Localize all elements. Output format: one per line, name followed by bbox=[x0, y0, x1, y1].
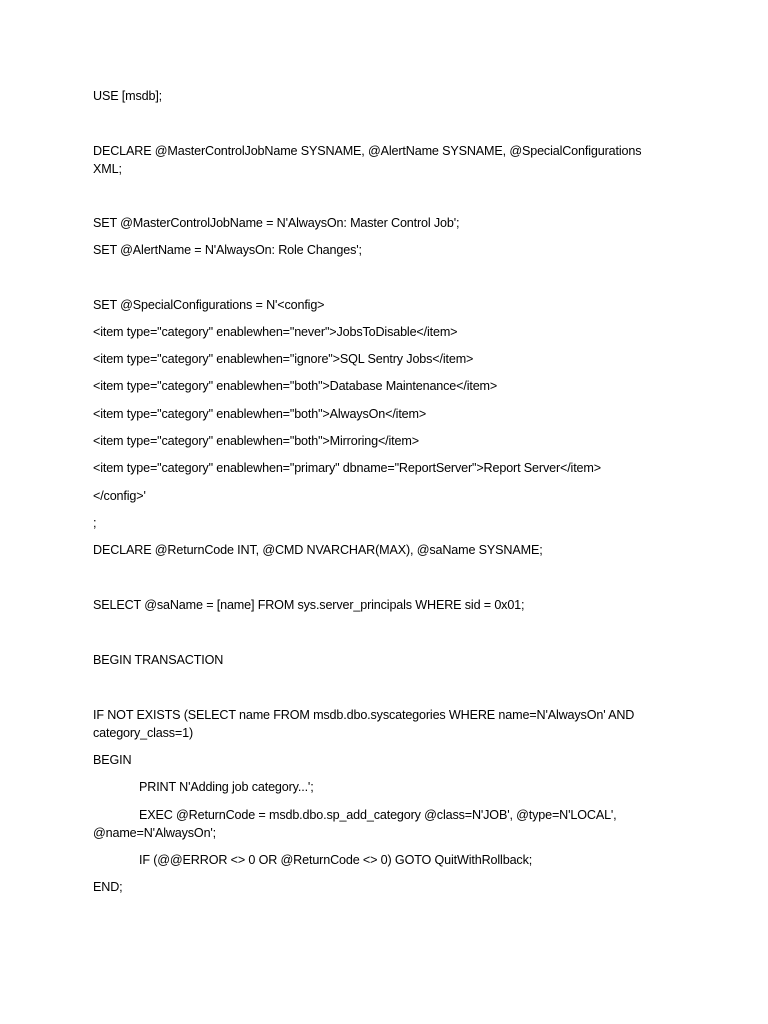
code-line: BEGIN TRANSACTION bbox=[93, 653, 224, 667]
code-line: <item type="category" enablewhen="never">JobsToDisable</item> bbox=[93, 325, 458, 339]
code-line: PRINT N'Adding job category...'; bbox=[139, 780, 314, 794]
code-line: SET @AlertName = N'AlwaysOn: Role Changes'; bbox=[93, 243, 362, 257]
code-line: SET @SpecialConfigurations = N'<config> bbox=[93, 298, 325, 312]
code-line: <item type="category" enablewhen="primary" dbname="ReportServer">Report Server</item> bbox=[93, 461, 601, 475]
code-line: @name=N'AlwaysOn'; bbox=[93, 826, 217, 840]
code-line: ; bbox=[93, 516, 97, 530]
code-line: DECLARE @MasterControlJobName SYSNAME, @AlertName SYSNAME, @SpecialConfigurations bbox=[93, 144, 642, 158]
code-line: END; bbox=[93, 880, 123, 894]
code-line: <item type="category" enablewhen="both">Database Maintenance</item> bbox=[93, 379, 498, 393]
code-line: DECLARE @ReturnCode INT, @CMD NVARCHAR(MAX), @saName SYSNAME; bbox=[93, 543, 543, 557]
code-line: EXEC @ReturnCode = msdb.dbo.sp_add_category @class=N'JOB', @type=N'LOCAL', bbox=[139, 808, 617, 822]
code-line: IF (@@ERROR <> 0 OR @ReturnCode <> 0) GOTO QuitWithRollback; bbox=[139, 853, 533, 867]
code-line: USE [msdb]; bbox=[93, 89, 163, 103]
code-line: BEGIN bbox=[93, 753, 132, 767]
code-line: <item type="category" enablewhen="ignore">SQL Sentry Jobs</item> bbox=[93, 352, 474, 366]
code-line: </config>' bbox=[93, 489, 146, 503]
code-line: SELECT @saName = [name] FROM sys.server_principals WHERE sid = 0x01; bbox=[93, 598, 525, 612]
code-line: SET @MasterControlJobName = N'AlwaysOn: Master Control Job'; bbox=[93, 216, 460, 230]
code-line: IF NOT EXISTS (SELECT name FROM msdb.dbo.syscategories WHERE name=N'AlwaysOn' AND bbox=[93, 708, 635, 722]
code-line: <item type="category" enablewhen="both">Mirroring</item> bbox=[93, 434, 419, 448]
code-line: XML; bbox=[93, 162, 122, 176]
code-line: category_class=1) bbox=[93, 726, 194, 740]
code-line: <item type="category" enablewhen="both">AlwaysOn</item> bbox=[93, 407, 427, 421]
